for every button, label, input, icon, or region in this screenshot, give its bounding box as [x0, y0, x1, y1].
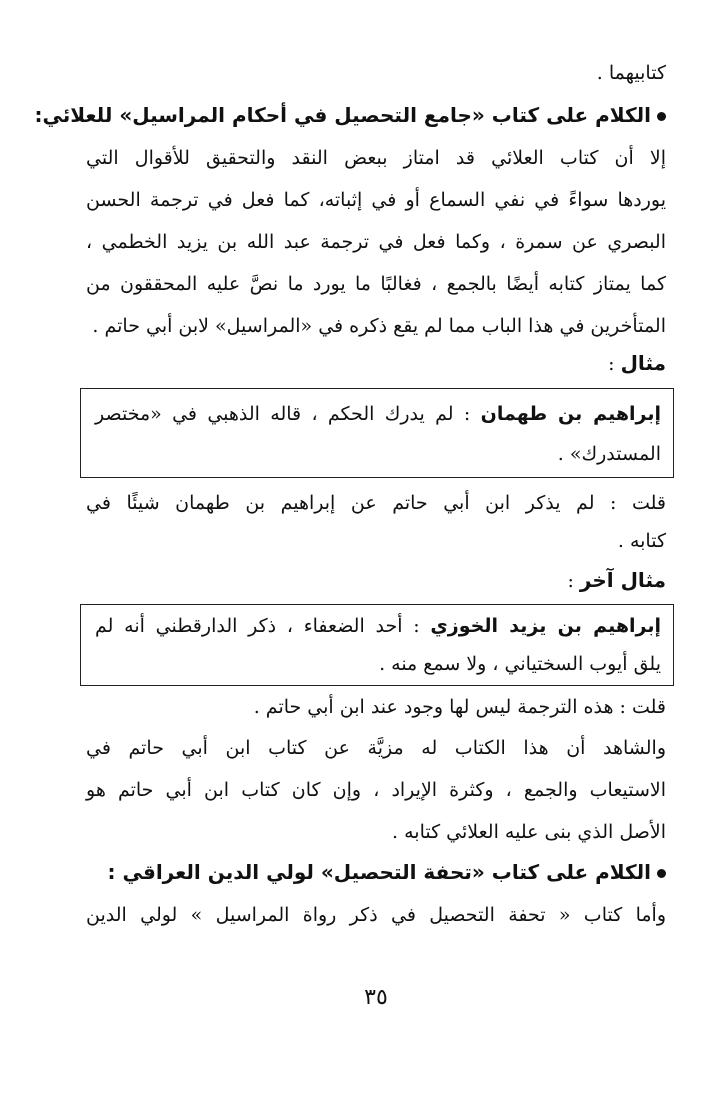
- example-box-1: [80, 388, 674, 478]
- paragraph-line: الاستيعاب والجمع ، وكثرة الإيراد ، وإن كان كتاب ابن أبي حاتم هو: [86, 779, 666, 801]
- paragraph-line: كتابه .: [617, 530, 666, 552]
- example-label-text: مثال: [620, 351, 666, 375]
- paragraph-line: إلا أن كتاب العلائي قد امتاز ببعض النقد والتحقيق للأقوال التي: [86, 147, 666, 169]
- paragraph-line: كما يمتاز كتابه أيضًا بالجمع ، فغالبًا ما يورد ما نصَّ عليه المحققون من: [86, 273, 666, 295]
- bullet-icon: [657, 869, 666, 878]
- example-label: [86, 565, 666, 595]
- box-line-text: : لم يدرك الحكم ، قاله الذهبي في «مختصر: [95, 403, 481, 425]
- example-label-colon: :: [608, 353, 621, 375]
- box-line: [95, 611, 661, 641]
- box-line: يلق أيوب السختياني ، ولا سمع منه .: [379, 653, 661, 675]
- example-label: [86, 348, 666, 378]
- box-line-text: : أحد الضعفاء ، ذكر الدارقطني أنه لم: [95, 615, 431, 637]
- bullet-icon: [657, 112, 666, 121]
- heading-text: الكلام على كتاب «تحفة التحصيل» لولي الدين العراقي :: [107, 860, 651, 884]
- paragraph-line: المتأخرين في هذا الباب مما لم يقع ذكره في «المراسيل» لابن أبي حاتم .: [92, 315, 666, 337]
- paragraph-line: قلت : لم يذكر ابن أبي حاتم عن إبراهيم بن طهمان شيئًا في: [86, 492, 666, 514]
- paragraph-line: قلت : هذه الترجمة ليس لها وجود عند ابن أبي حاتم .: [253, 696, 666, 718]
- paragraph-line: البصري عن سمرة ، وكما فعل في ترجمة عبد الله بن يزيد الخطمي ،: [86, 231, 666, 253]
- heading-text: الكلام على كتاب «جامع التحصيل في أحكام المراسيل» للعلائي:: [34, 103, 651, 127]
- paragraph-line: وأما كتاب « تحفة التحصيل في ذكر رواة المراسيل » لولي الدين: [86, 904, 666, 926]
- page-number: ٣٥: [364, 985, 388, 1010]
- paragraph-line: والشاهد أن هذا الكتاب له مزيَّة عن كتاب ابن أبي حاتم في: [86, 737, 666, 759]
- example-label-colon: :: [567, 570, 580, 592]
- box-line: المستدرك» .: [557, 443, 661, 465]
- section-heading-jami-al-tahsil: [34, 100, 666, 130]
- paragraph-line: يوردها سواءً في نفي السماع أو في إثباته، كما فعل في ترجمة الحسن: [86, 189, 666, 211]
- document-page: [34, 0, 666, 1095]
- paragraph-line: الأصل الذي بنى عليه العلائي كتابه .: [392, 821, 666, 843]
- example-label-text: مثال آخر: [579, 568, 666, 592]
- box-line: [95, 399, 661, 429]
- narrator-name: إبراهيم بن طهمان: [480, 403, 661, 425]
- example-box-2: [80, 604, 674, 686]
- narrator-name: إبراهيم بن يزيد الخوزي: [430, 615, 661, 637]
- text-line: كتابيهما .: [596, 62, 666, 84]
- section-heading-tuhfat-al-tahsil: [86, 857, 666, 887]
